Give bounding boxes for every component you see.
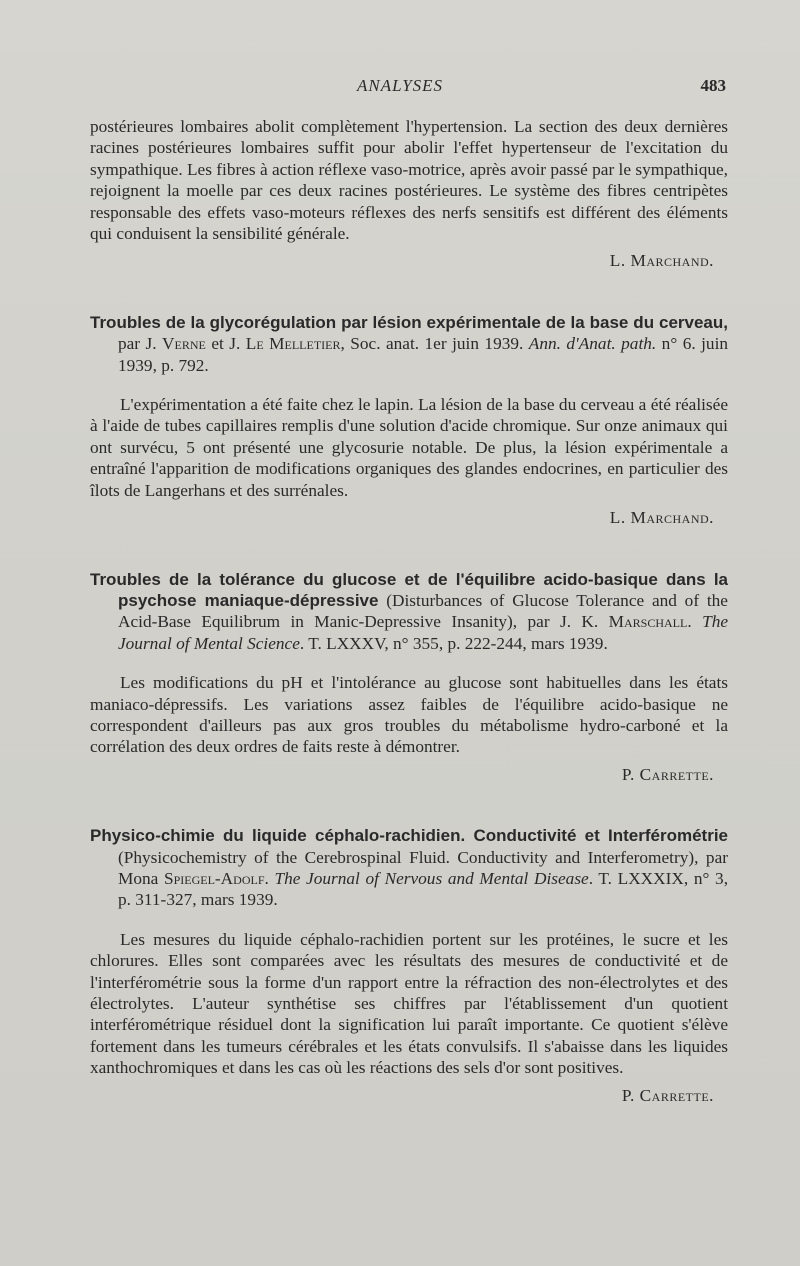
article-author: Verne: [162, 334, 206, 354]
article-body: Les modifications du pH et l'intolérance au glucose sont habituelles dans les états maniaco-dépressifs. Les variations assez faibles de l'équilibre acido-basique ne correspondent d'ailleurs pas aux gros troubles du métabolisme hydro-carboné et la corrélation des deux ordres de faits reste à démontrer.: [90, 673, 728, 757]
article-signature: P. Carrette.: [621, 1085, 714, 1105]
intro-paragraph: postérieures lombaires abolit complètement l'hypertension. La section des deux dernières racines postérieures lombaires suffit pour abolir l'effet hypertenseur de l'excitation du sympathique. Les fibres à action réflexe vaso-motrice, après avoir passé par le sympathique, rejoignent la moelle par ces deux racines postérieures. Le système des fibres centripètes responsable des effets vaso-moteurs réflexes des nerfs sensitifs est différent des éléments qui conduisent la sensibilité générale.: [90, 117, 728, 244]
article-and: et J.: [205, 334, 246, 354]
article-physico-chimie: [90, 825, 728, 1106]
article-journal: The Journal of Mental Science: [118, 612, 728, 653]
article-body: Les mesures du liquide céphalo-rachidien portent sur les protéines, le sucre et les chlorures. Elles sont comparées avec les résultats des mesures de conductivité et de l'interférométrie sous la forme d'un rapport entre la réfraction des non-électrolytes et des électrolytes. L'auteur synthétise ses chiffres par l'établissement d'un quotient interférométrique résiduel dont la signification lui paraît importante. Ce quotient s'élève fortement dans les tumeurs cérébrales et les états convulsifs. Il s'abaisse dans les liquides xanthochromiques et dans les cas où les réactions des sels d'or sont positives.: [90, 929, 728, 1078]
article-title: Troubles de la tolérance du glucose et de l'équilibre acido-basique dans la psychose maniaque-dépressive: [90, 569, 728, 610]
article-by: par J.: [118, 334, 163, 354]
article-details: n° 6. juin 1939, p. 792.: [118, 334, 729, 375]
article-body: L'expérimentation a été faite chez le lapin. La lésion de la base du cerveau a été réalisée à l'aide de tubes capillaires remplis d'une solution d'acide chromique. Sur onze animaux qui ont survécu, 5 ont présenté une glycosurie notable. De plus, la lésion expérimentale a entraîné l'apparition de modifications organiques des glandes endocrines, en particulier des îlots de Langerhans et des surrénales.: [90, 395, 728, 500]
article-by: (Physicochemistry of the Cerebrospinal Fluid. Conductivity and Interferometry), par Mona: [118, 847, 728, 888]
article-journal: Ann. d'Anat. path.: [528, 334, 657, 354]
article-heading: [90, 312, 728, 376]
article-journal: The Journal of Nervous and Mental Disease: [274, 868, 589, 888]
article-heading: Troubles de la tolérance du glucose et de l'équilibre acido-basique dans la psychose maniaque-dépressive (Disturbances of Glucose Tolerance and of the Acid-Base Equilibrum in Manic-Depressive Insanity), par J. K. Marschall. The Journal of Mental Science. T. LXXXV, n° 355, p. 222-244, mars 1939.: [90, 569, 728, 653]
running-title: ANALYSES: [356, 76, 444, 95]
article-signature: P. Carrette.: [621, 764, 714, 784]
intro-signature: L. Marchand.: [609, 251, 714, 271]
article-heading: Physico-chimie du liquide céphalo-rachidien. Conductivité et Interférométrie (Physicochemistry of the Cerebrospinal Fluid. Conductivity and Interferometry), par Mona Spiegel-Adolf. The Journal of Nervous and Mental Disease. T. LXXXIX, n° 3, p. 311-327, mars 1939.: [90, 826, 729, 910]
article-title: Troubles de la glycorégulation par lésion expérimentale de la base du cerveau,: [90, 312, 728, 332]
article-signature: L. Marchand.: [609, 508, 714, 528]
article-glucose-tolerance: [90, 569, 728, 786]
content: [90, 116, 728, 1106]
page-number: 483: [700, 76, 726, 95]
article-title: Physico-chimie du liquide céphalo-rachidien. Conductivité et Interférométrie: [90, 826, 728, 846]
article-author: Marschall: [608, 612, 688, 632]
article-glycoregulation: [90, 312, 728, 529]
article-author: Spiegel-Adolf: [163, 868, 265, 888]
running-head: [0, 76, 800, 100]
article-by: (Disturbances of Glucose Tolerance and of the Acid-Base Equilibrum in Manic-Depressive Insanity), par J. K.: [118, 590, 728, 632]
article-details: . T. LXXXIX, n° 3, p. 311-327, mars 1939.: [118, 868, 729, 910]
article-author: Le Melletier: [245, 334, 341, 354]
article-source: , Soc. anat. 1er juin 1939.: [340, 334, 529, 354]
article-details: . T. LXXXV, n° 355, p. 222-244, mars 1939.: [299, 633, 608, 653]
